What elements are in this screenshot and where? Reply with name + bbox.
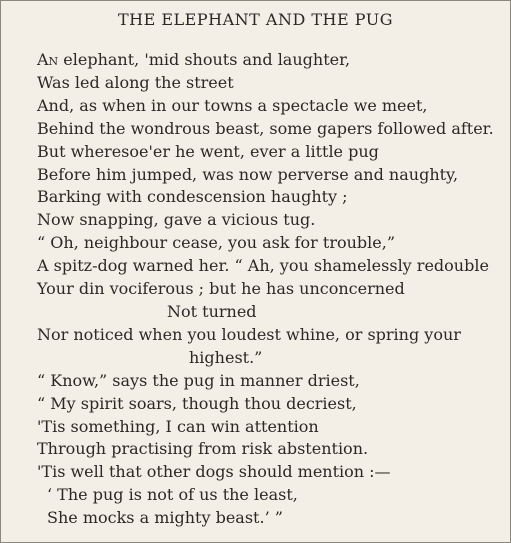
poem-line	[37, 49, 507, 72]
poem-line: Your din vociferous ; but he has unconcerned	[37, 279, 405, 299]
poem-line: Now snapping, gave a vicious tug.	[37, 210, 316, 230]
drop-word: An	[37, 50, 59, 69]
poem-body	[37, 49, 507, 530]
poem-line: “ My spirit soars, though thou decriest,	[37, 393, 357, 413]
poem-line: Nor noticed when you loudest whine, or spring your	[37, 324, 461, 344]
poem-line: 'Tis something, I can win attention	[37, 416, 319, 436]
poem-line: A spitz-dog warned her. “ Ah, you shamelessly redouble	[37, 256, 489, 276]
poem-line: Through practising from risk abstention.	[37, 439, 369, 459]
poem-line: Before him jumped, was now perverse and naughty,	[37, 164, 459, 184]
poem-line: And, as when in our towns a spectacle we meet,	[37, 95, 428, 115]
poem-line-indented: She mocks a mighty beast.’ ”	[47, 508, 283, 528]
poem-line: Was led along the street	[37, 72, 234, 92]
poem-line: “ Know,” says the pug in manner driest,	[37, 370, 360, 390]
poem-line: But wheresoe'er he went, ever a little pug	[37, 141, 379, 161]
poem-title: THE ELEPHANT AND THE PUG	[117, 10, 393, 29]
poem-line: Barking with condescension haughty ;	[37, 187, 348, 207]
poem-line-indented: ‘ The pug is not of us the least,	[47, 485, 298, 505]
poem-line-indented: highest.”	[189, 347, 263, 367]
poem-line-text: elephant, 'mid shouts and laughter,	[58, 50, 351, 69]
poem-line-indented: Not turned	[167, 301, 257, 321]
poem-line: 'Tis well that other dogs should mention :—	[37, 462, 391, 482]
poem-line: “ Oh, neighbour cease, you ask for trouble,”	[37, 233, 396, 253]
poem-line: Behind the wondrous beast, some gapers followed after.	[37, 118, 494, 138]
